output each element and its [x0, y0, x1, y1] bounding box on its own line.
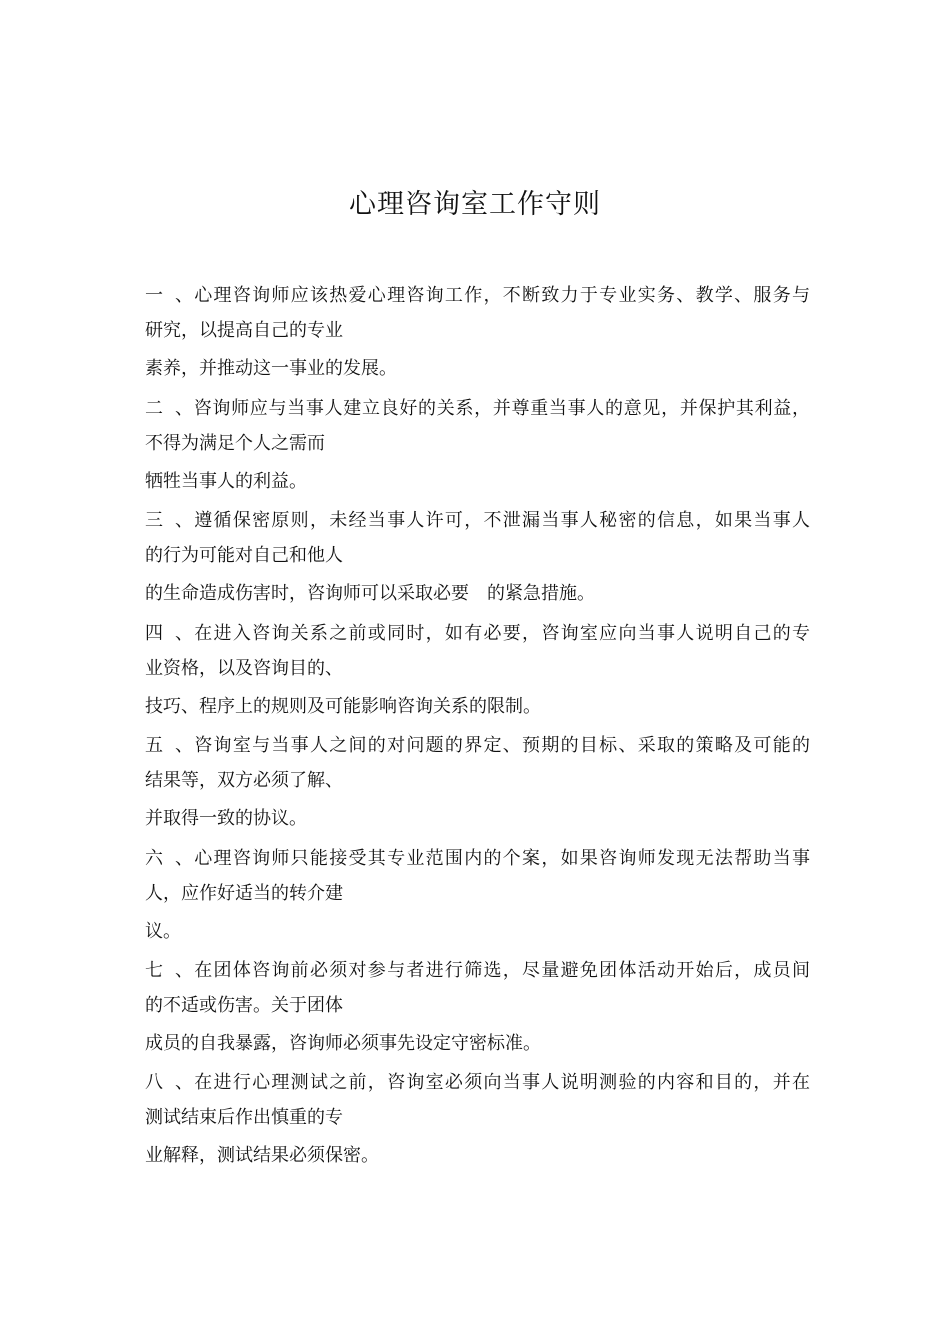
- rule-2-number: 二、: [145, 398, 193, 419]
- rule-6-line-1: [145, 847, 810, 871]
- rule-5-line-2: 结果等，双方必须了解、: [145, 770, 343, 791]
- rule-2-line-3: 牺牲当事人的利益。: [145, 471, 307, 492]
- document-title: 心理咨询室工作守则: [349, 189, 601, 220]
- rule-8-line-2: 测试结束后作出慎重的专: [145, 1107, 343, 1128]
- rule-4-line-1: [145, 622, 810, 646]
- rule-6-number: 六、: [145, 848, 193, 869]
- rule-7-text-line-1: 在团体咨询前必须对参与者进行筛选，尽量避免团体活动开始后，成员间: [193, 960, 810, 981]
- rule-7-number: 七、: [145, 960, 193, 981]
- rule-6-line-2: 人，应作好适当的转介建: [145, 883, 343, 904]
- rule-3-line-2: 的行为可能对自己和他人: [145, 545, 343, 566]
- rule-1-line-2: 研究，以提高自己的专业: [145, 320, 343, 341]
- rule-8-line-3: 业解释，测试结果必须保密。: [145, 1145, 379, 1166]
- rule-7-line-2: 的不适或伤害。关于团体: [145, 995, 343, 1016]
- rule-5-line-1: [145, 734, 810, 758]
- rule-3-number: 三、: [145, 510, 193, 531]
- rule-4-text-line-1: 在进入咨询关系之前或同时，如有必要，咨询室应向当事人说明自己的专: [193, 623, 810, 644]
- rule-1-line-1: [145, 284, 810, 308]
- rule-3-text-line-1: 遵循保密原则，未经当事人许可，不泄漏当事人秘密的信息，如果当事人: [193, 510, 810, 531]
- rule-3-line-3: 的生命造成伤害时，咨询师可以采取必要 的紧急措施。: [145, 583, 595, 604]
- rule-6-line-3: 议。: [145, 921, 181, 942]
- rule-4-number: 四、: [145, 623, 193, 644]
- rule-7-line-1: [145, 959, 810, 983]
- rule-8-number: 八、: [145, 1072, 193, 1093]
- rule-8-line-1: [145, 1071, 810, 1095]
- rule-2-line-1: [145, 397, 810, 421]
- rule-4-line-3: 技巧、程序上的规则及可能影响咨询关系的限制。: [145, 696, 541, 717]
- rule-5-text-line-1: 咨询室与当事人之间的对问题的界定、预期的目标、采取的策略及可能的: [193, 735, 810, 756]
- rule-5-number: 五、: [145, 735, 193, 756]
- rule-7-line-3: 成员的自我暴露，咨询师必须事先设定守密标准。: [145, 1033, 541, 1054]
- rule-2-text-line-1: 咨询师应与当事人建立良好的关系，并尊重当事人的意见，并保护其利益，: [193, 398, 810, 419]
- rule-4-line-2: 业资格，以及咨询目的、: [145, 658, 343, 679]
- rule-2-line-2: 不得为满足个人之需而: [145, 433, 325, 454]
- rule-1-text-line-1: 心理咨询师应该热爱心理咨询工作，不断致力于专业实务、教学、服务与: [193, 285, 810, 306]
- rule-8-text-line-1: 在进行心理测试之前，咨询室必须向当事人说明测验的内容和目的，并在: [193, 1072, 810, 1093]
- rule-5-line-3: 并取得一致的协议。: [145, 808, 307, 829]
- rule-1-number: 一、: [145, 285, 193, 306]
- rule-6-text-line-1: 心理咨询师只能接受其专业范围内的个案，如果咨询师发现无法帮助当事: [193, 848, 810, 869]
- rule-1-line-3: 素养，并推动这一事业的发展。: [145, 358, 397, 379]
- rule-3-line-1: [145, 509, 810, 533]
